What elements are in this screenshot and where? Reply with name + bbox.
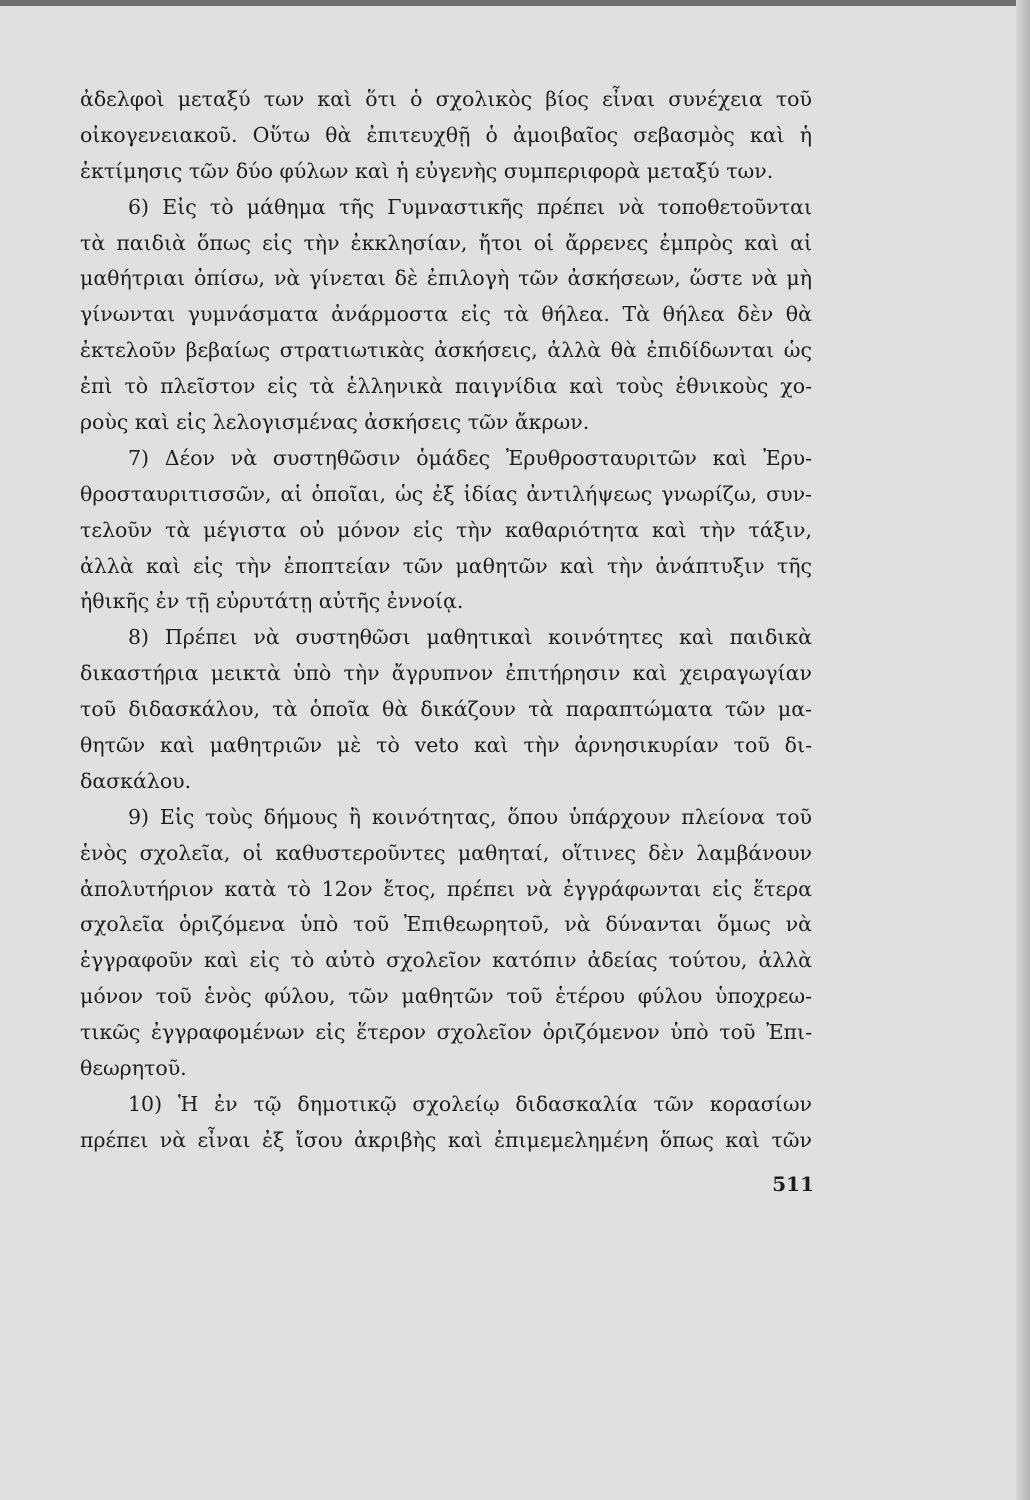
text-line: δικαστήρια μεικτὰ ὑπὸ τὴν ἄγρυπνον ἐπιτήρησιν καὶ χειραγωγίαν <box>80 661 812 686</box>
text-line: 6) Εἰς τὸ μάθημα τῆς Γυμναστικῆς πρέπει νὰ τοποθετοῦνται <box>128 194 812 219</box>
text-line: θεωρητοῦ. <box>80 1056 187 1081</box>
text-line: θροσταυριτισσῶν, αἱ ὁποῖαι, ὡς ἐξ ἰδίας ἀντιλήψεως γνωρίζω, συν- <box>80 481 812 506</box>
text-line: ἀπολυτήριον κατὰ τὸ 12ον ἔτος, πρέπει νὰ ἐγγράφωνται εἰς ἕτερα <box>80 876 812 901</box>
page-number: 511 <box>772 1172 814 1196</box>
scan-top-edge <box>0 0 1030 6</box>
text-line: ἐκτελοῦν βεβαίως στρατιωτικὰς ἀσκήσεις, ἀλλὰ θὰ ἐπιδίδωνται ὡς <box>80 338 812 363</box>
text-line: ἐπὶ τὸ πλεῖστον εἰς τὰ ἑλληνικὰ παιγνίδια καὶ τοὺς ἐθνικοὺς χο- <box>80 374 812 399</box>
text-line: ἑνὸς σχολεῖα, οἱ καθυστεροῦντες μαθηταί, οἵτινες δὲν λαμβάνουν <box>80 840 812 865</box>
text-line: ἀδελφοὶ μεταξύ των καὶ ὅτι ὁ σχολικὸς βίος εἶναι συνέχεια τοῦ <box>80 87 812 111</box>
scan-right-shadow <box>1016 0 1030 1500</box>
text-line: δασκάλου. <box>80 768 192 793</box>
text-line: τελοῦν τὰ μέγιστα οὐ μόνον εἰς τὴν καθαριότητα καὶ τὴν τάξιν, <box>80 517 812 542</box>
text-line: 8) Πρέπει νὰ συστηθῶσι μαθητικαὶ κοινότητες καὶ παιδικὰ <box>128 625 812 650</box>
text-line: πρέπει νὰ εἶναι ἐξ ἴσου ἀκριβὴς καὶ ἐπιμεμελημένη ὅπως καὶ τῶν <box>80 1127 812 1152</box>
text-line: τικῶς ἐγγραφομένων εἰς ἕτερον σχολεῖον ὁριζόμενον ὑπὸ τοῦ Ἐπι- <box>80 1020 812 1045</box>
body-text <box>80 82 812 1159</box>
text-line: θητῶν καὶ μαθητριῶν μὲ τὸ veto καὶ τὴν ἀρνησικυρίαν τοῦ δι- <box>80 733 812 758</box>
text-line: οἰκογενειακοῦ. Οὕτω θὰ ἐπιτευχθῇ ὁ ἀμοιβαῖος σεβασμὸς καὶ ἡ <box>80 122 812 147</box>
text-line: 9) Εἰς τοὺς δήμους ἢ κοινότητας, ὅπου ὑπάρχουν πλείονα τοῦ <box>128 804 812 829</box>
text-line: ροὺς καὶ εἰς λελογισμένας ἀσκήσεις τῶν ἄκρων. <box>80 410 590 435</box>
text-line: 10) Ἡ ἐν τῷ δημοτικῷ σχολείῳ διδασκαλία τῶν κορασίων <box>128 1091 812 1116</box>
text-line: σχολεῖα ὁριζόμενα ὑπὸ τοῦ Ἐπιθεωρητοῦ, νὰ δύνανται ὅμως νὰ <box>80 912 812 937</box>
text-line: ἀλλὰ καὶ εἰς τὴν ἐποπτείαν τῶν μαθητῶν καὶ τὴν ἀνάπτυξιν τῆς <box>80 553 812 578</box>
text-line: 7) Δέον νὰ συστηθῶσιν ὁμάδες Ἐρυθροσταυριτῶν καὶ Ἐρυ- <box>128 445 812 470</box>
text-line: ἠθικῆς ἐν τῇ εὐρυτάτῃ αὐτῆς ἐννοίᾳ. <box>80 589 464 614</box>
text-line: μόνον τοῦ ἑνὸς φύλου, τῶν μαθητῶν τοῦ ἑτέρου φύλου ὑποχρεω- <box>80 984 812 1009</box>
text-line: μαθήτριαι ὀπίσω, νὰ γίνεται δὲ ἐπιλογὴ τῶν ἀσκήσεων, ὥστε νὰ μὴ <box>80 266 812 291</box>
text-line: τὰ παιδιὰ ὅπως εἰς τὴν ἐκκλησίαν, ἤτοι οἱ ἄρρενες ἐμπρὸς καὶ αἱ <box>80 230 812 255</box>
text-line: τοῦ διδασκάλου, τὰ ὁποῖα θὰ δικάζουν τὰ παραπτώματα τῶν μα- <box>80 697 812 722</box>
text-line: ἐκτίμησις τῶν δύο φύλων καὶ ἡ εὐγενὴς συμπεριφορὰ μεταξύ των. <box>80 158 774 183</box>
text-line: γίνωνται γυμνάσματα ἀνάρμοστα εἰς τὰ θήλεα. Τὰ θήλεα δὲν θὰ <box>80 302 812 327</box>
text-line: ἐγγραφοῦν καὶ εἰς τὸ αὐτὸ σχολεῖον κατόπιν ἀδείας τούτου, ἀλλὰ <box>80 948 812 973</box>
